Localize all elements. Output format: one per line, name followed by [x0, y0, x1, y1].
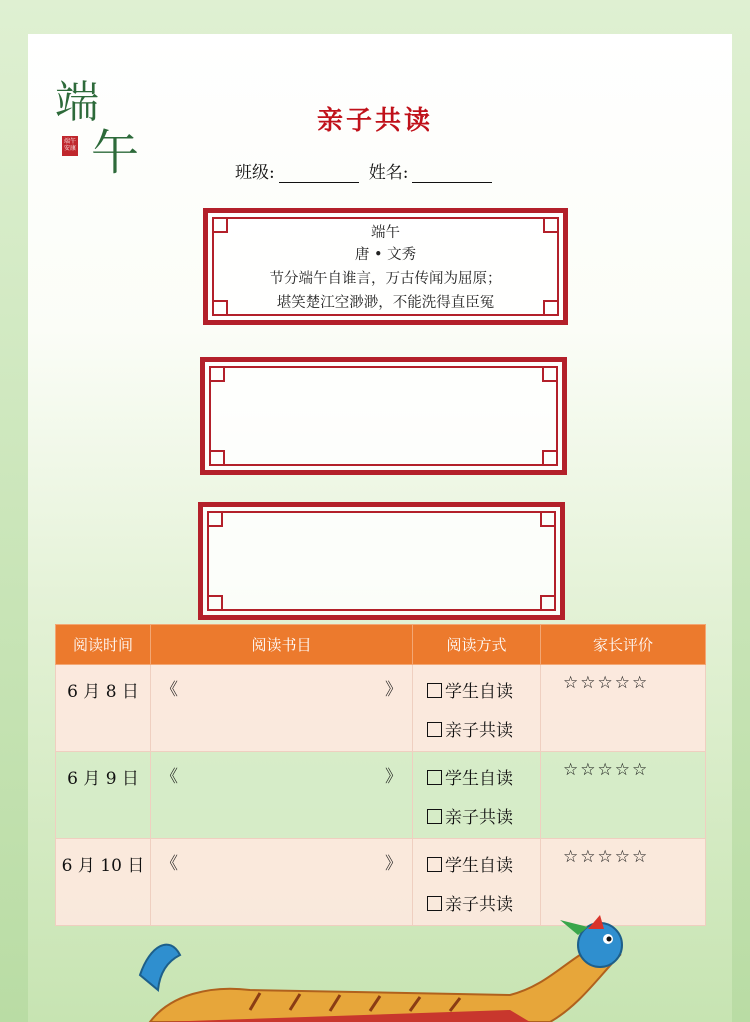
logo-char-duan: 端 [55, 77, 99, 128]
name-field[interactable] [412, 163, 492, 183]
checkbox-icon[interactable] [427, 809, 442, 824]
poem-line-2: 堪笑楚江空渺渺，不能洗得直臣冤 [276, 295, 495, 311]
student-read-option[interactable] [427, 847, 540, 886]
student-read-option[interactable] [427, 760, 540, 799]
page-title: 亲子共读 [316, 106, 433, 136]
book-close-bracket: 》 [385, 767, 402, 787]
book-title-field[interactable] [151, 752, 413, 839]
star-rating[interactable]: ☆☆☆☆☆ [541, 665, 706, 752]
blank-frame-1[interactable] [200, 357, 567, 475]
table-row [56, 665, 706, 752]
parent-child-read-option[interactable] [427, 712, 540, 751]
poem-author: 唐 • 文秀 [354, 247, 417, 263]
option-label: 亲子共读 [445, 895, 513, 915]
option-label: 学生自读 [445, 682, 513, 702]
reading-date: 6 月 9 日 [56, 752, 151, 839]
reading-mode-cell [413, 752, 541, 839]
class-label: 班级: [235, 163, 275, 183]
book-close-bracket: 》 [385, 680, 402, 700]
table-row [56, 752, 706, 839]
parent-child-read-option[interactable] [427, 799, 540, 838]
reading-date: 6 月 8 日 [56, 665, 151, 752]
option-label: 亲子共读 [445, 721, 513, 741]
header-reading-mode: 阅读方式 [413, 625, 541, 665]
header-reading-time: 阅读时间 [56, 625, 151, 665]
reading-date: 6 月 10 日 [56, 839, 151, 926]
student-info-row [235, 158, 502, 183]
blank-frame-2[interactable] [198, 502, 565, 620]
reading-mode-cell [413, 665, 541, 752]
checkbox-icon[interactable] [427, 770, 442, 785]
poem-line-1: 节分端午自谁言，万古传闻为屈原； [269, 271, 502, 287]
checkbox-icon[interactable] [427, 896, 442, 911]
star-rating[interactable]: ☆☆☆☆☆ [541, 839, 706, 926]
name-label: 姓名: [368, 163, 409, 183]
student-read-option[interactable] [427, 673, 540, 712]
option-label: 亲子共读 [445, 808, 513, 828]
book-open-bracket: 《 [161, 680, 178, 700]
header-book-title: 阅读书目 [151, 625, 413, 665]
poem-title: 端午 [371, 225, 400, 241]
book-title-field[interactable] [151, 665, 413, 752]
checkbox-icon[interactable] [427, 722, 442, 737]
red-seal-icon: 端午 安康 [62, 136, 78, 156]
option-label: 学生自读 [445, 769, 513, 789]
checkbox-icon[interactable] [427, 683, 442, 698]
option-label: 学生自读 [445, 856, 513, 876]
logo-char-wu: 午 [91, 125, 140, 181]
class-field[interactable] [279, 163, 359, 183]
star-rating[interactable]: ☆☆☆☆☆ [541, 752, 706, 839]
table-header-row [56, 625, 706, 665]
table-row [56, 839, 706, 926]
reading-mode-cell [413, 839, 541, 926]
reading-log-table [55, 624, 706, 926]
checkbox-icon[interactable] [427, 857, 442, 872]
book-title-field[interactable] [151, 839, 413, 926]
dragon-boat-icon [130, 915, 630, 1022]
book-open-bracket: 《 [161, 767, 178, 787]
header-parent-rating: 家长评价 [541, 625, 706, 665]
poem-text [208, 223, 563, 315]
book-open-bracket: 《 [161, 854, 178, 874]
book-close-bracket: 》 [385, 854, 402, 874]
poem-frame [203, 208, 568, 325]
